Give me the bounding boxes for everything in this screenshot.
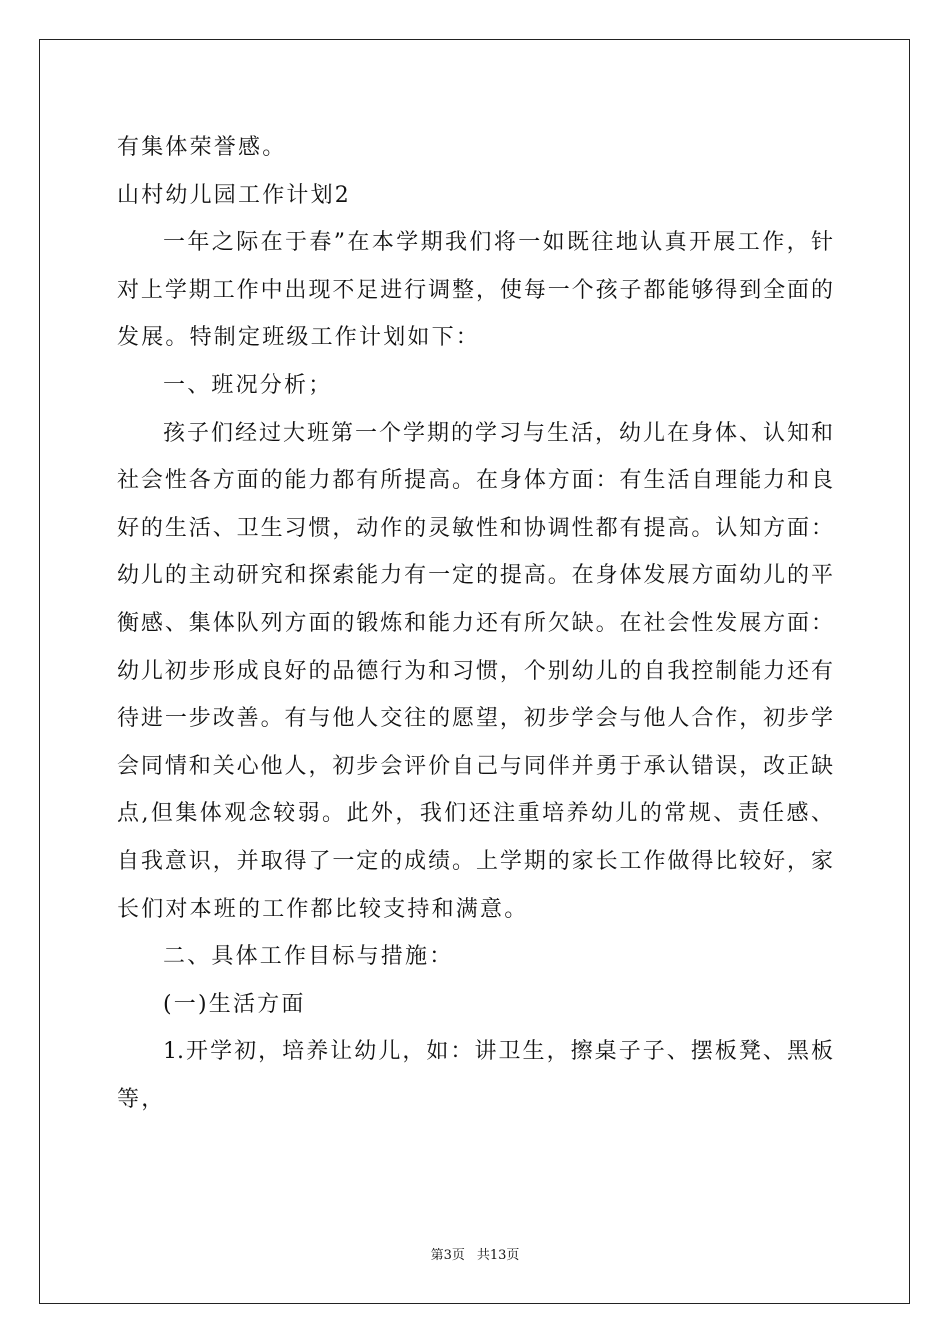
section-title: 山村幼儿园工作计划2: [117, 182, 351, 208]
text-line: 一年之际在于春”在本学期我们将一如既往地认真开展工作，针: [163, 230, 833, 256]
page-number: 第3页: [430, 1248, 465, 1263]
section-heading: 二、具体工作目标与措施：: [163, 944, 454, 970]
text-line: 点,但集体观念较弱。此外，我们还注重培养幼儿的常规、责任感、: [117, 801, 833, 827]
text-line: 长们对本班的工作都比较支持和满意。: [117, 896, 529, 922]
subsection-heading: (一)生活方面: [163, 991, 306, 1017]
section-heading: 一、班况分析；: [163, 372, 333, 398]
text-line: 孩子们经过大班第一个学期的学习与生活，幼儿在身体、认知和: [163, 420, 833, 446]
text-line: 幼儿初步形成良好的品德行为和习惯，个别幼儿的自我控制能力还有: [117, 658, 833, 684]
text-line: 自我意识，并取得了一定的成绩。上学期的家长工作做得比较好，家: [117, 848, 833, 874]
text-line: 幼儿的主动研究和探索能力有一定的提高。在身体发展方面幼儿的平: [117, 563, 833, 589]
text-line: 等，: [117, 1086, 166, 1112]
text-line: 衡感、集体队列方面的锻炼和能力还有所欠缺。在社会性发展方面：: [117, 610, 833, 636]
text-line: 对上学期工作中出现不足进行调整，使每一个孩子都能够得到全面的: [117, 277, 833, 303]
page-footer: [0, 1247, 950, 1265]
document-body: [117, 124, 833, 1123]
page-total: 共13页: [476, 1248, 520, 1263]
text-line: 有集体荣誉感。: [117, 135, 287, 160]
text-line: 好的生活、卫生习惯，动作的灵敏性和协调性都有提高。认知方面：: [117, 515, 833, 541]
text-line: 1.开学初，培养让幼儿，如：讲卫生，擦桌子子、摆板凳、黑板: [163, 1039, 833, 1065]
text-line: 社会性各方面的能力都有所提高。在身体方面：有生活自理能力和良: [117, 468, 833, 494]
text-line: 待进一步改善。有与他人交往的愿望，初步学会与他人合作，初步学: [117, 706, 833, 732]
text-line: 会同情和关心他人，初步会评价自己与同伴并勇于承认错误，改正缺: [117, 753, 833, 779]
text-line: 发展。特制定班级工作计划如下：: [117, 325, 481, 351]
